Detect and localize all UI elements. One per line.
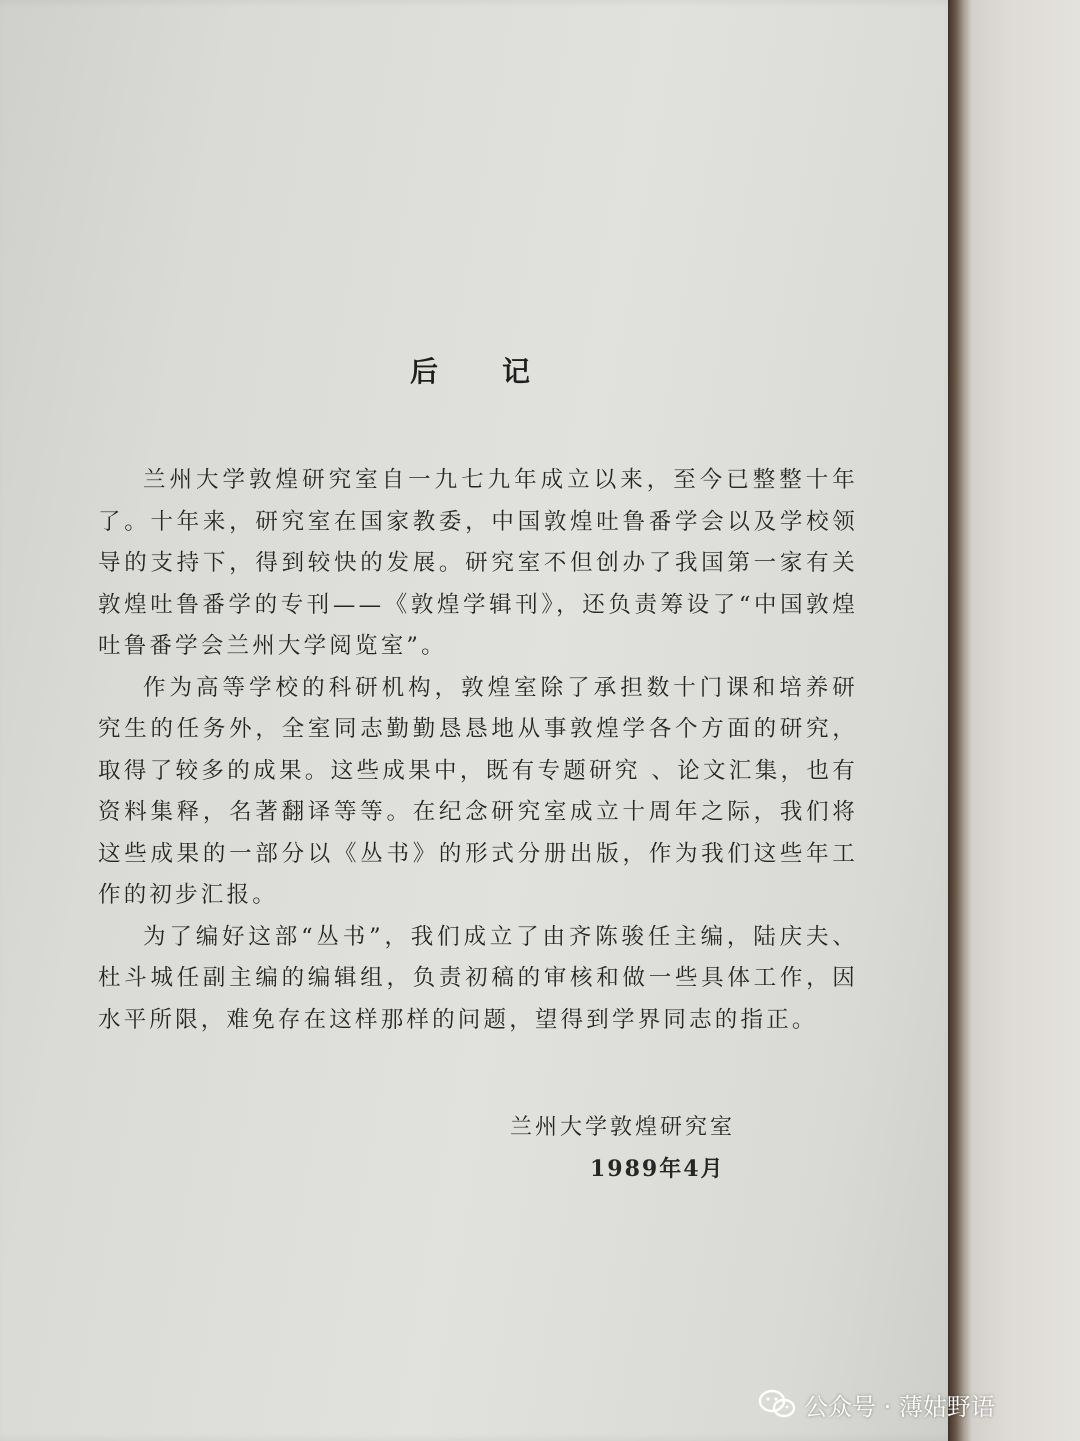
book-edge	[948, 0, 1080, 1441]
paragraph: 作为高等学校的科研机构，敦煌室除了承担数十门课和培养研究生的任务外，全室同志勤勤恳恳地从事敦煌学各个方面的研究，取得了较多的成果。这些成果中，既有专题研究 、论文汇集，也有资料集释，名著翻译等等。在纪念研究室成立十周年之际，我们将这些成果的一部分以《丛书》的形式分册出版，作为我们这些年工作的初步汇报。	[98, 674, 858, 908]
paragraph: 兰州大学敦煌研究室自一九七九年成立以来，至今已整整十年了。十年来，研究室在国家教委，中国敦煌吐鲁番学会以及学校领导的支持下，得到较快的发展。研究室不但创办了我国第一家有关敦煌吐鲁番学的专刊——《敦煌学辑刊》，还负责筹设了“中国敦煌吐鲁番学会兰州大学阅览室”。	[98, 467, 858, 659]
watermark-text: 公众号 · 薄姑野语	[804, 1392, 995, 1421]
wechat-icon	[758, 1389, 796, 1419]
body-text	[98, 460, 858, 1041]
paragraph: 为了编好这部“丛书”，我们成立了由齐陈骏任主编，陆庆夫、杜斗城任副主编的编辑组，负责初稿的审核和做一些具体工作，因水平所限，难免存在这样那样的问题，望得到学界同志的指正。	[98, 923, 858, 1033]
signature-date: 1989年4月	[590, 1156, 725, 1182]
signature-organization: 兰州大学敦煌研究室	[510, 1115, 736, 1140]
watermark	[758, 1384, 995, 1424]
page-title: 后记	[409, 355, 594, 388]
